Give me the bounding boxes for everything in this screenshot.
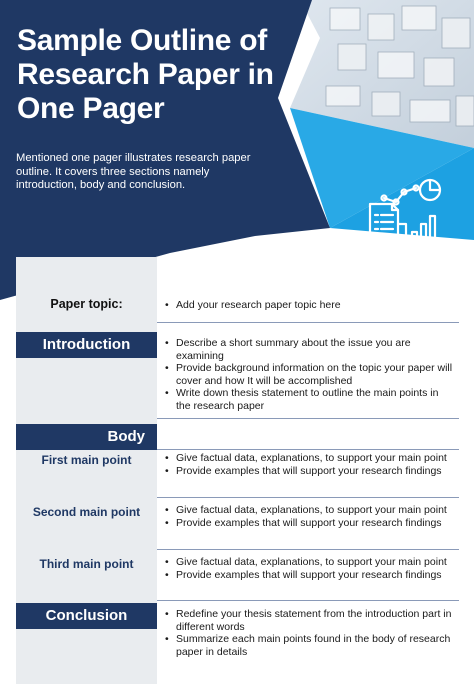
list-item: • Provide examples that will support your research findings: [163, 517, 453, 530]
list-item: • Redefine your thesis statement from the introduction part in different words: [163, 608, 453, 633]
third-main-point-label: Third main point: [39, 557, 134, 571]
report-chart-icon: [364, 178, 446, 250]
introduction-bar: [16, 332, 157, 358]
divider: [157, 418, 459, 419]
list-item: • Provide examples that will support your research findings: [163, 465, 453, 478]
list-item: • Provide background information on the topic your paper will cover and how It will be accomplished: [163, 362, 453, 387]
first-main-point-content: [163, 452, 453, 477]
list-item: • Give factual data, explanations, to support your main point: [163, 452, 453, 465]
paper-topic-label: Paper topic:: [50, 297, 123, 311]
divider: [157, 449, 459, 450]
body-bar: [16, 424, 157, 450]
list-item: • Give factual data, explanations, to support your main point: [163, 556, 453, 569]
conclusion-content: [163, 608, 453, 658]
body-heading: Body: [107, 428, 145, 445]
divider: [157, 497, 459, 498]
list-item: • Write down thesis statement to outline the main points in the research paper: [163, 387, 453, 412]
list-item: • Add your research paper topic here: [163, 299, 453, 312]
divider: [157, 322, 459, 323]
conclusion-heading: Conclusion: [45, 607, 128, 624]
divider: [157, 600, 459, 601]
first-main-point-label: First main point: [41, 453, 132, 467]
second-main-point-label: Second main point: [32, 505, 141, 519]
second-main-point-content: [163, 504, 453, 529]
list-item: • Describe a short summary about the issue you are examining: [163, 337, 453, 362]
header-banner: [0, 0, 474, 300]
conclusion-bar: [16, 603, 157, 629]
divider: [157, 549, 459, 550]
introduction-heading: Introduction: [42, 336, 131, 353]
paper-topic-content: [163, 299, 453, 312]
third-main-point-content: [163, 556, 453, 581]
list-item: • Provide examples that will support your research findings: [163, 569, 453, 582]
introduction-content: [163, 337, 453, 412]
list-item: • Summarize each main points found in the body of research paper in details: [163, 633, 453, 658]
page-subtitle: Mentioned one pager illustrates research paper outline. It covers three sections namely introduction, body and conclusion.: [16, 152, 251, 191]
list-item: • Give factual data, explanations, to support your main point: [163, 504, 453, 517]
page-title: Sample Outline of Research Paper in One Pager: [17, 24, 274, 125]
